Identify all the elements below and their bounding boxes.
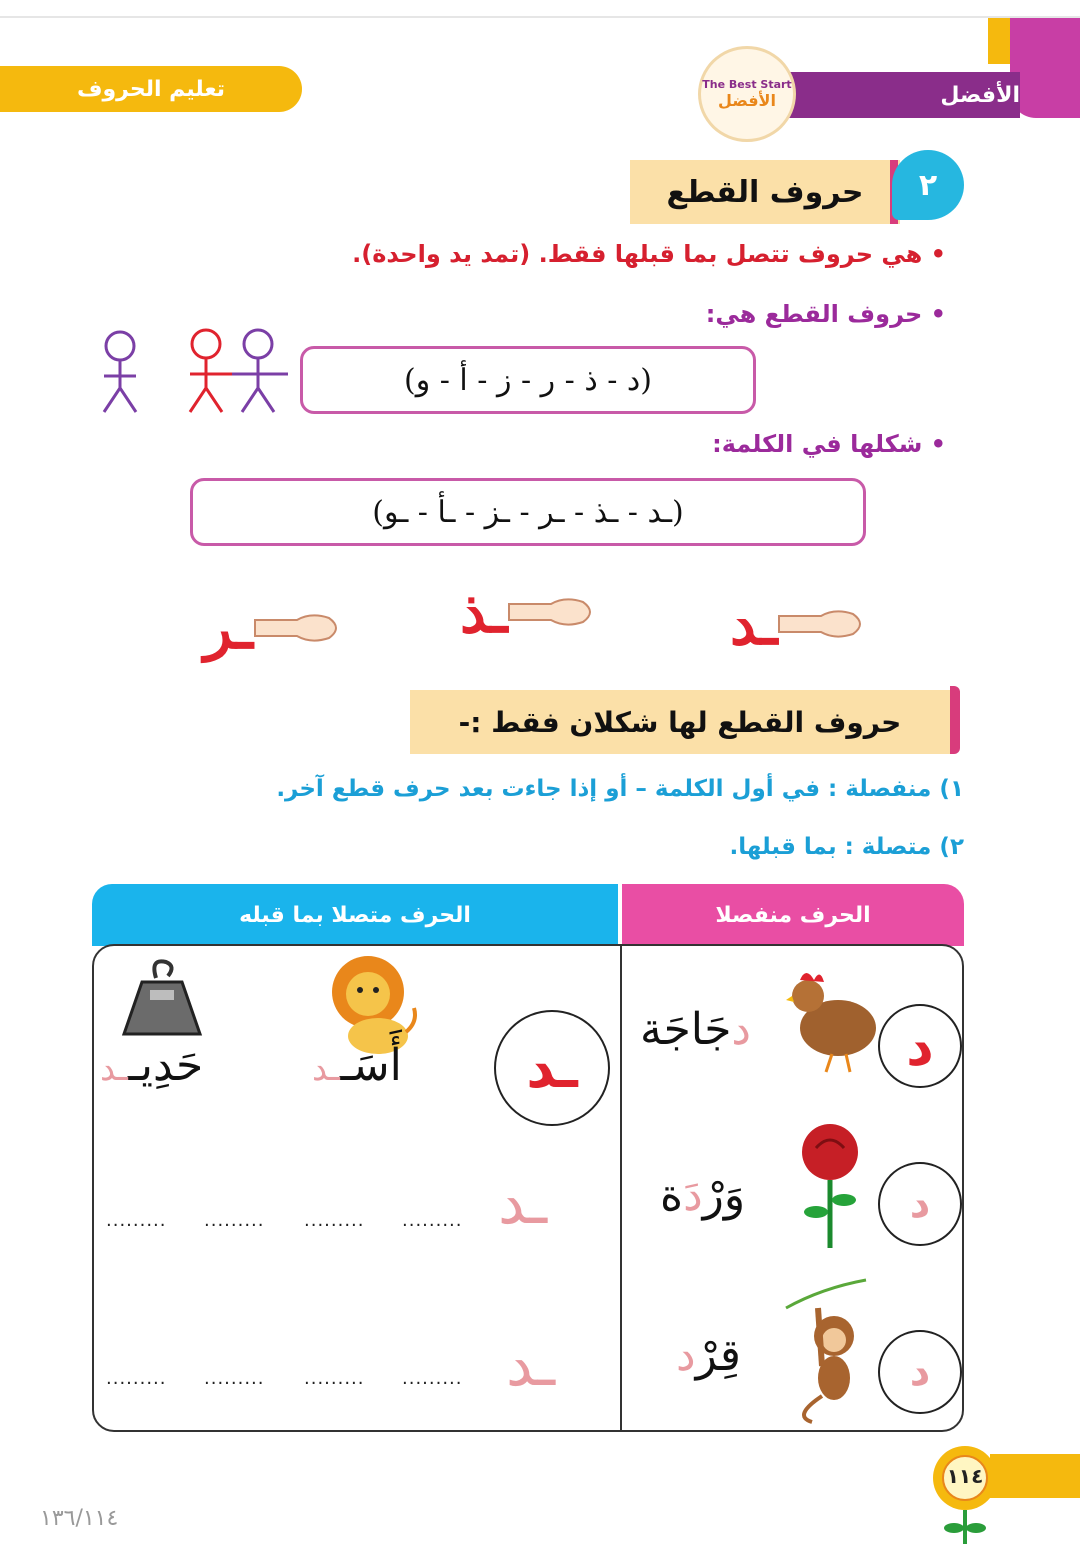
word-monkey — [676, 1330, 741, 1381]
definition-text: هي حروف تتصل بما قبلها فقط. (تمد يد واحدة). — [352, 240, 923, 268]
practice-blank[interactable] — [106, 1368, 167, 1389]
separate-letter: د — [906, 1014, 934, 1078]
practice-blank[interactable] — [304, 1368, 365, 1389]
practice-trace-text: ـد — [506, 1330, 556, 1400]
practice-dots: ......... — [304, 1210, 365, 1231]
letters-label: حروف القطع هي: — [705, 300, 923, 328]
subsection-title-text: حروف القطع لها شكلان فقط :- — [458, 705, 902, 739]
word-monkey-start: قِرْ — [695, 1330, 741, 1381]
practice-blank[interactable] — [402, 1210, 463, 1231]
table-header-connected — [92, 884, 618, 946]
series-tab — [780, 72, 1020, 118]
brand-logo — [698, 46, 796, 142]
shape-label-line — [446, 430, 946, 458]
practice-blank[interactable] — [106, 1210, 167, 1231]
page-corner-bar — [990, 1454, 1080, 1498]
page-number — [936, 1464, 994, 1488]
hand-letter-2 — [460, 578, 597, 646]
subject-tab-label: تعليم الحروف — [76, 76, 226, 102]
subsection-title-bar — [950, 686, 960, 754]
word-rose — [660, 1170, 745, 1221]
header-separate-label: الحرف منفصلا — [715, 902, 871, 928]
header-connected-label: الحرف متصلا بما قبله — [239, 902, 471, 928]
footer-page-ratio-text: ١٣٦/١١٤ — [40, 1506, 119, 1531]
practice-dots: ......... — [106, 1210, 167, 1231]
practice-blank[interactable] — [402, 1368, 463, 1389]
word-rose-trace-letter: دَ — [683, 1170, 703, 1221]
top-border — [0, 16, 1080, 18]
hen-icon — [786, 962, 880, 1074]
hand-letter-3 — [204, 594, 343, 662]
word-iron-text: حَدِيـ — [127, 1040, 204, 1091]
connected-shapes-list: (ـد - ـذ - ـر - ـز - ـأ - ـو) — [372, 494, 684, 530]
letters-pill — [300, 346, 756, 414]
practice-dots: ......... — [204, 1210, 265, 1231]
practice-dots: ......... — [402, 1210, 463, 1231]
form-connected-line — [464, 834, 964, 860]
hand-letter-1 — [730, 590, 867, 658]
stick-figure-purple-2 — [232, 330, 288, 412]
word-iron — [100, 1040, 203, 1091]
practice-trace-text: ـد — [498, 1168, 548, 1238]
shape-label: شكلها في الكلمة: — [712, 430, 923, 458]
practice-dots: ......... — [402, 1368, 463, 1389]
weight-icon — [120, 956, 204, 1040]
table-header-separate — [622, 884, 964, 946]
section-number: ٢ — [918, 167, 938, 203]
practice-blank[interactable] — [204, 1368, 265, 1389]
monkey-icon — [782, 1278, 872, 1426]
bullet-icon: • — [922, 430, 946, 458]
practice-trace-2 — [506, 1330, 555, 1400]
hand-icon — [507, 592, 597, 632]
word-lion — [312, 1040, 402, 1091]
word-rose-end: ة — [660, 1170, 684, 1221]
word-iron-trace: ـد — [100, 1049, 128, 1089]
practice-blank[interactable] — [304, 1210, 365, 1231]
page-number-text: ١١٤ — [946, 1464, 984, 1488]
subsection-title — [410, 690, 950, 754]
separate-trace-letter: د — [909, 1181, 931, 1227]
word-hen-rest: جَاجَة — [640, 1004, 732, 1055]
separate-trace-circle — [878, 1330, 962, 1414]
practice-dots: ......... — [204, 1368, 265, 1389]
stick-figures-illustration — [96, 326, 296, 418]
logo-name: الأفضل — [718, 91, 776, 110]
hand-icon — [253, 608, 343, 648]
series-label: الأفضل — [940, 82, 1020, 108]
separate-trace-circle — [878, 1162, 962, 1246]
logo-top-text: The Best Start — [702, 78, 792, 91]
connected-letter: ـد — [526, 1035, 578, 1101]
table-column-divider — [620, 944, 622, 1432]
bullet-icon: • — [922, 240, 946, 268]
stick-figure-red — [190, 330, 232, 412]
form-connected-text: ٢) متصلة : بما قبلها. — [729, 834, 964, 860]
definition-line — [246, 240, 946, 268]
hand-letter-text: ـذ — [460, 578, 508, 646]
header-yellow-strip — [988, 18, 1010, 64]
section-number-badge — [892, 150, 964, 220]
hand-letter-text: ـر — [204, 594, 253, 662]
letters-label-line — [446, 300, 946, 328]
bullet-icon: • — [922, 300, 946, 328]
rose-icon — [796, 1120, 864, 1250]
separate-letter-circle — [878, 1004, 962, 1088]
subject-tab — [0, 66, 302, 112]
footer-page-ratio — [40, 1506, 118, 1531]
letters-list: (د - ذ - ر - ز - أ - و) — [404, 362, 652, 398]
practice-dots: ......... — [304, 1368, 365, 1389]
form-separate-text: ١) منفصلة : في أول الكلمة – أو إذا جاءت بعد حرف قطع آخر. — [276, 776, 964, 802]
header-pink-edge — [1010, 18, 1080, 118]
word-monkey-trace-letter: د — [676, 1330, 696, 1381]
practice-trace-1 — [498, 1168, 547, 1238]
flower-icon — [928, 1444, 1002, 1544]
word-lion-trace: ـد — [312, 1049, 340, 1089]
practice-blank[interactable] — [204, 1210, 265, 1231]
word-rose-start: وَرْ — [702, 1170, 746, 1221]
section-title — [630, 160, 900, 224]
hand-letter-text: ـد — [730, 590, 778, 658]
word-lion-text: أَسَـ — [339, 1040, 402, 1091]
stick-figure-purple — [104, 332, 136, 412]
separate-trace-letter: د — [909, 1349, 931, 1395]
word-hen-trace-letter: د — [731, 1004, 751, 1055]
word-hen — [640, 1004, 751, 1055]
hand-icon — [777, 604, 867, 644]
section-title-text: حروف القطع — [666, 174, 864, 210]
connected-letter-circle — [494, 1010, 610, 1126]
hands-row — [200, 578, 900, 674]
form-separate-line — [104, 776, 964, 802]
shapes-pill — [190, 478, 866, 546]
practice-dots: ......... — [106, 1368, 167, 1389]
